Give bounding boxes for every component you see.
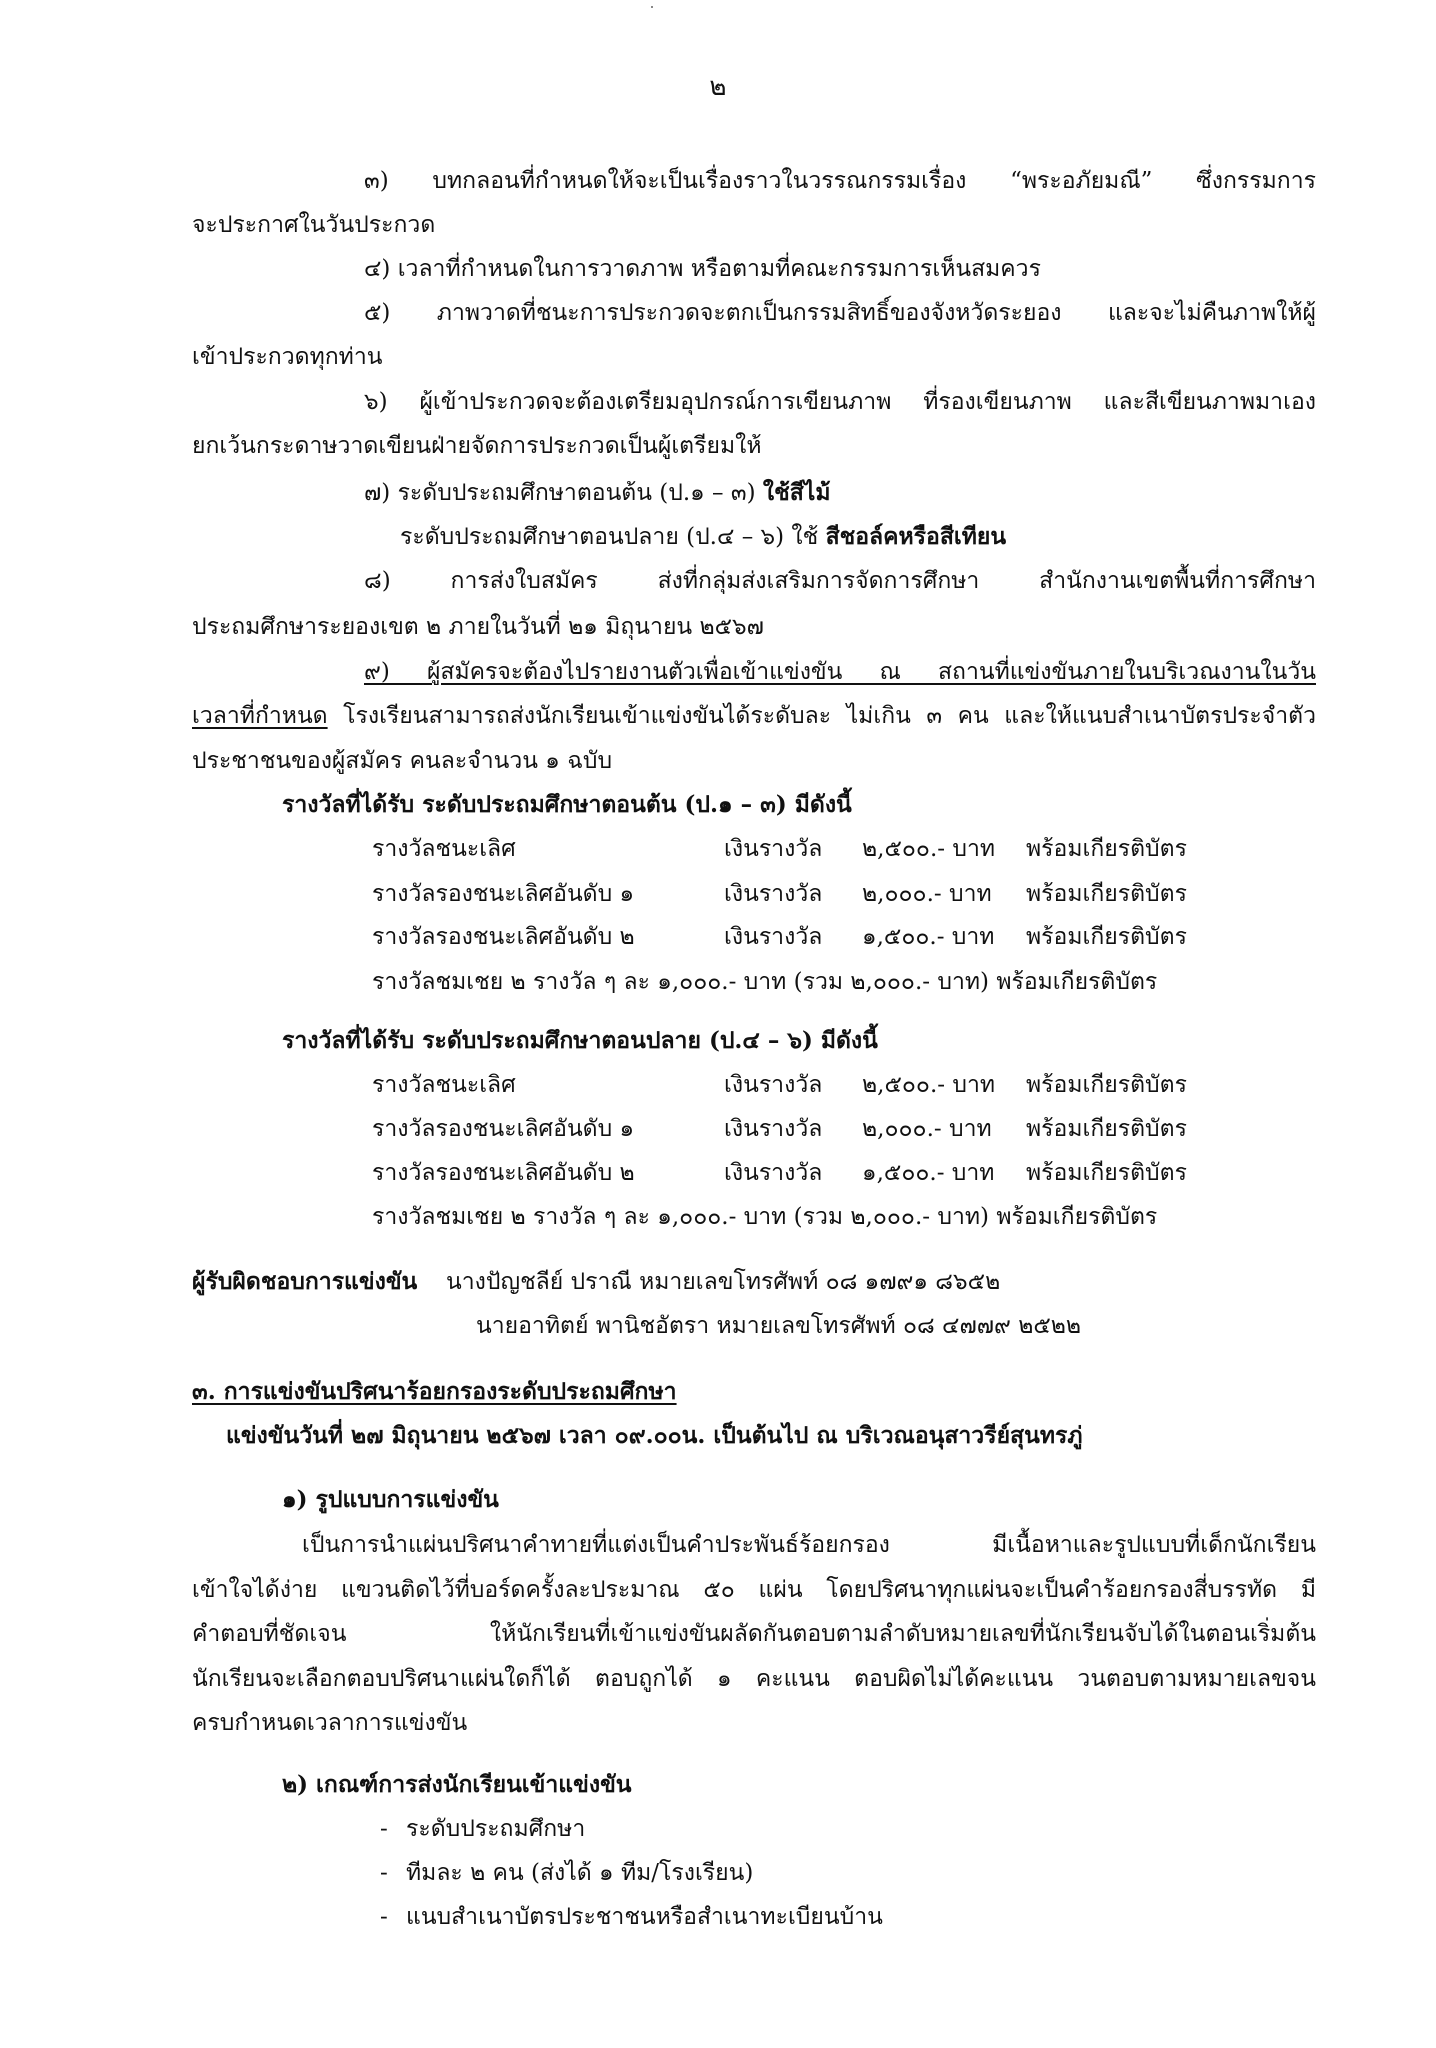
criteria-bullet: - [380,1860,388,1886]
prize-lower-label: เงินรางวัล [724,924,823,950]
prize-upper-cert: พร้อมเกียรติบัตร [1026,1160,1187,1186]
rule-5-line-1: ๕) ภาพวาดที่ชนะการประกวดจะตกเป็นกรรมสิทธิ์ของจังหวัดระยอง และจะไม่คืนภาพให้ผู้ [364,300,1316,326]
rule-7-line-1-text: ๗) ระดับประถมศึกษาตอนต้น (ป.๑ – ๓) [364,480,763,506]
criteria-item: ทีมละ ๒ คน (ส่งได้ ๑ ทีม/โรงเรียน) [406,1860,754,1886]
prize-lower-cert: พร้อมเกียรติบัตร [1026,881,1187,907]
prize-upper-name: รางวัลรองชนะเลิศอันดับ ๑ [372,1116,635,1142]
format-line: เข้าใจได้ง่าย แขวนติดไว้ที่บอร์ดครั้งละประมาณ ๕๐ แผ่น โดยปริศนาทุกแผ่นจะเป็นคำร้อยกรองสี่บรรทัด มี [192,1577,1316,1603]
rule-7-line-1 [364,478,830,508]
responsible-person-2: นายอาทิตย์ พานิชอัตรา หมายเลขโทรศัพท์ ๐๘ ๔๗๗๙ ๒๕๒๒ [476,1313,1082,1339]
rule-6-line-1: ๖) ผู้เข้าประกวดจะต้องเตรียมอุปกรณ์การเขียนภาพ ที่รองเขียนภาพ และสีเขียนภาพมาเอง [364,389,1316,415]
format-line: เป็นการนำแผ่นปริศนาคำทายที่แต่งเป็นคำประพันธ์ร้อยกรอง มีเนื้อหาและรูปแบบที่เด็กนักเรียน [302,1532,1316,1558]
responsible-label: ผู้รับผิดชอบการแข่งขัน [192,1268,418,1295]
responsible-person-1: นางปัญชลีย์ ปราณี หมายเลขโทรศัพท์ ๐๘ ๑๗๙๑ ๘๖๕๒ [446,1269,1001,1295]
criteria-bullet: - [380,1816,388,1842]
section-3-schedule: แข่งขันวันที่ ๒๗ มิถุนายน ๒๕๖๗ เวลา ๐๙.๐๐น. เป็นต้นไป ณ บริเวณอนุสาวรีย์สุนทรภู่ [226,1422,1083,1449]
rule-9-line-2-text: โรงเรียนสามารถส่งนักเรียนเข้าแข่งขันได้ระดับละ ไม่เกิน ๓ คน และให้แนบสำเนาบัตรประจำตัว [327,703,1316,729]
section-3-title: ๓. การแข่งขันปริศนาร้อยกรองระดับประถมศึกษา [192,1378,677,1405]
prize-lower-name: รางวัลรองชนะเลิศอันดับ ๑ [372,881,635,907]
rule-9-deadline-underlined: เวลาที่กำหนด [192,703,328,729]
format-heading: ๑) รูปแบบการแข่งขัน [282,1486,499,1513]
format-line: ครบกำหนดเวลาการแข่งขัน [192,1710,468,1736]
rule-8-line-2: ประถมศึกษาระยองเขต ๒ ภายในวันที่ ๒๑ มิถุนายน ๒๕๖๗ [192,614,764,640]
prize-upper-amount: ๑,๕๐๐.- บาท [862,1160,995,1186]
prize-lower-cert: พร้อมเกียรติบัตร [1026,924,1187,950]
rule-4: ๔) เวลาที่กำหนดในการวาดภาพ หรือตามที่คณะกรรมการเห็นสมควร [364,256,1041,282]
rule-8-line-1: ๘) การส่งใบสมัคร ส่งที่กลุ่มส่งเสริมการจัดการศึกษา สำนักงานเขตพื้นที่การศึกษา [364,568,1316,594]
page-number: ๒ [709,72,727,102]
prize-upper-name: รางวัลรองชนะเลิศอันดับ ๒ [372,1160,635,1186]
rule-3-line-2: จะประกาศในวันประกวด [192,212,436,238]
criteria-bullet: - [380,1904,388,1930]
prize-upper-cert: พร้อมเกียรติบัตร [1026,1116,1187,1142]
prizes-upper-heading: รางวัลที่ได้รับ ระดับประถมศึกษาตอนปลาย (ป.๔ – ๖) มีดังนี้ [282,1027,878,1054]
prize-lower-consolation: รางวัลชมเชย ๒ รางวัล ๆ ละ ๑,๐๐๐.- บาท (รวม ๒,๐๐๐.- บาท) พร้อมเกียรติบัตร [372,969,1158,995]
prize-lower-cert: พร้อมเกียรติบัตร [1026,836,1187,862]
format-line: คำตอบที่ชัดเจน ให้นักเรียนที่เข้าแข่งขันผลัดกันตอบตามลำดับหมายเลขที่นักเรียนจับได้ในตอนเริ่มต้น [192,1621,1316,1647]
rule-5-line-2: เข้าประกวดทุกท่าน [192,344,383,370]
prize-lower-name: รางวัลรองชนะเลิศอันดับ ๒ [372,924,635,950]
rule-7-line-2 [400,522,1006,552]
scan-speck [651,6,653,8]
criteria-heading: ๒) เกณฑ์การส่งนักเรียนเข้าแข่งขัน [282,1771,632,1798]
prize-lower-amount: ๒,๐๐๐.- บาท [862,881,992,907]
prize-lower-label: เงินรางวัล [724,881,823,907]
prize-lower-name: รางวัลชนะเลิศ [372,836,516,862]
prize-lower-amount: ๑,๕๐๐.- บาท [862,924,995,950]
rule-7-line-2-text: ระดับประถมศึกษาตอนปลาย (ป.๔ – ๖) ใช้ [400,524,826,550]
rule-9-line-1: ๙) ผู้สมัครจะต้องไปรายงานตัวเพื่อเข้าแข่งขัน ณ สถานที่แข่งขันภายในบริเวณงานในวัน [364,659,1316,685]
prizes-lower-heading: รางวัลที่ได้รับ ระดับประถมศึกษาตอนต้น (ป.๑ – ๓) มีดังนี้ [282,791,852,818]
rule-9-line-2 [192,701,1316,731]
criteria-item: แนบสำเนาบัตรประชาชนหรือสำเนาทะเบียนบ้าน [406,1904,883,1930]
prize-upper-label: เงินรางวัล [724,1072,823,1098]
prize-upper-cert: พร้อมเกียรติบัตร [1026,1072,1187,1098]
prize-upper-amount: ๒,๕๐๐.- บาท [862,1072,996,1098]
prize-upper-amount: ๒,๐๐๐.- บาท [862,1116,992,1142]
criteria-item: ระดับประถมศึกษา [406,1816,586,1842]
format-line: นักเรียนจะเลือกตอบปริศนาแผ่นใดก็ได้ ตอบถูกได้ ๑ คะแนน ตอบผิดไม่ได้คะแนน วนตอบตามหมายเลขจน [192,1666,1316,1692]
prize-upper-consolation: รางวัลชมเชย ๒ รางวัล ๆ ละ ๑,๐๐๐.- บาท (รวม ๒,๐๐๐.- บาท) พร้อมเกียรติบัตร [372,1204,1158,1230]
rule-3-line-1: ๓) บทกลอนที่กำหนดให้จะเป็นเรื่องราวในวรรณกรรมเรื่อง “พระอภัยมณี” ซึ่งกรรมการ [364,168,1316,194]
rule-7-line-1-bold: ใช้สีไม้ [762,479,831,506]
prize-upper-label: เงินรางวัล [724,1160,823,1186]
rule-7-line-2-bold: สีชอล์คหรือสีเทียน [825,523,1007,550]
prize-upper-label: เงินรางวัล [724,1116,823,1142]
prize-lower-amount: ๒,๕๐๐.- บาท [862,836,996,862]
prize-upper-name: รางวัลชนะเลิศ [372,1072,516,1098]
rule-6-line-2: ยกเว้นกระดาษวาดเขียนฝ่ายจัดการประกวดเป็นผู้เตรียมให้ [192,433,762,459]
rule-9-line-3: ประชาชนของผู้สมัคร คนละจำนวน ๑ ฉบับ [192,748,613,774]
prize-lower-label: เงินรางวัล [724,836,823,862]
